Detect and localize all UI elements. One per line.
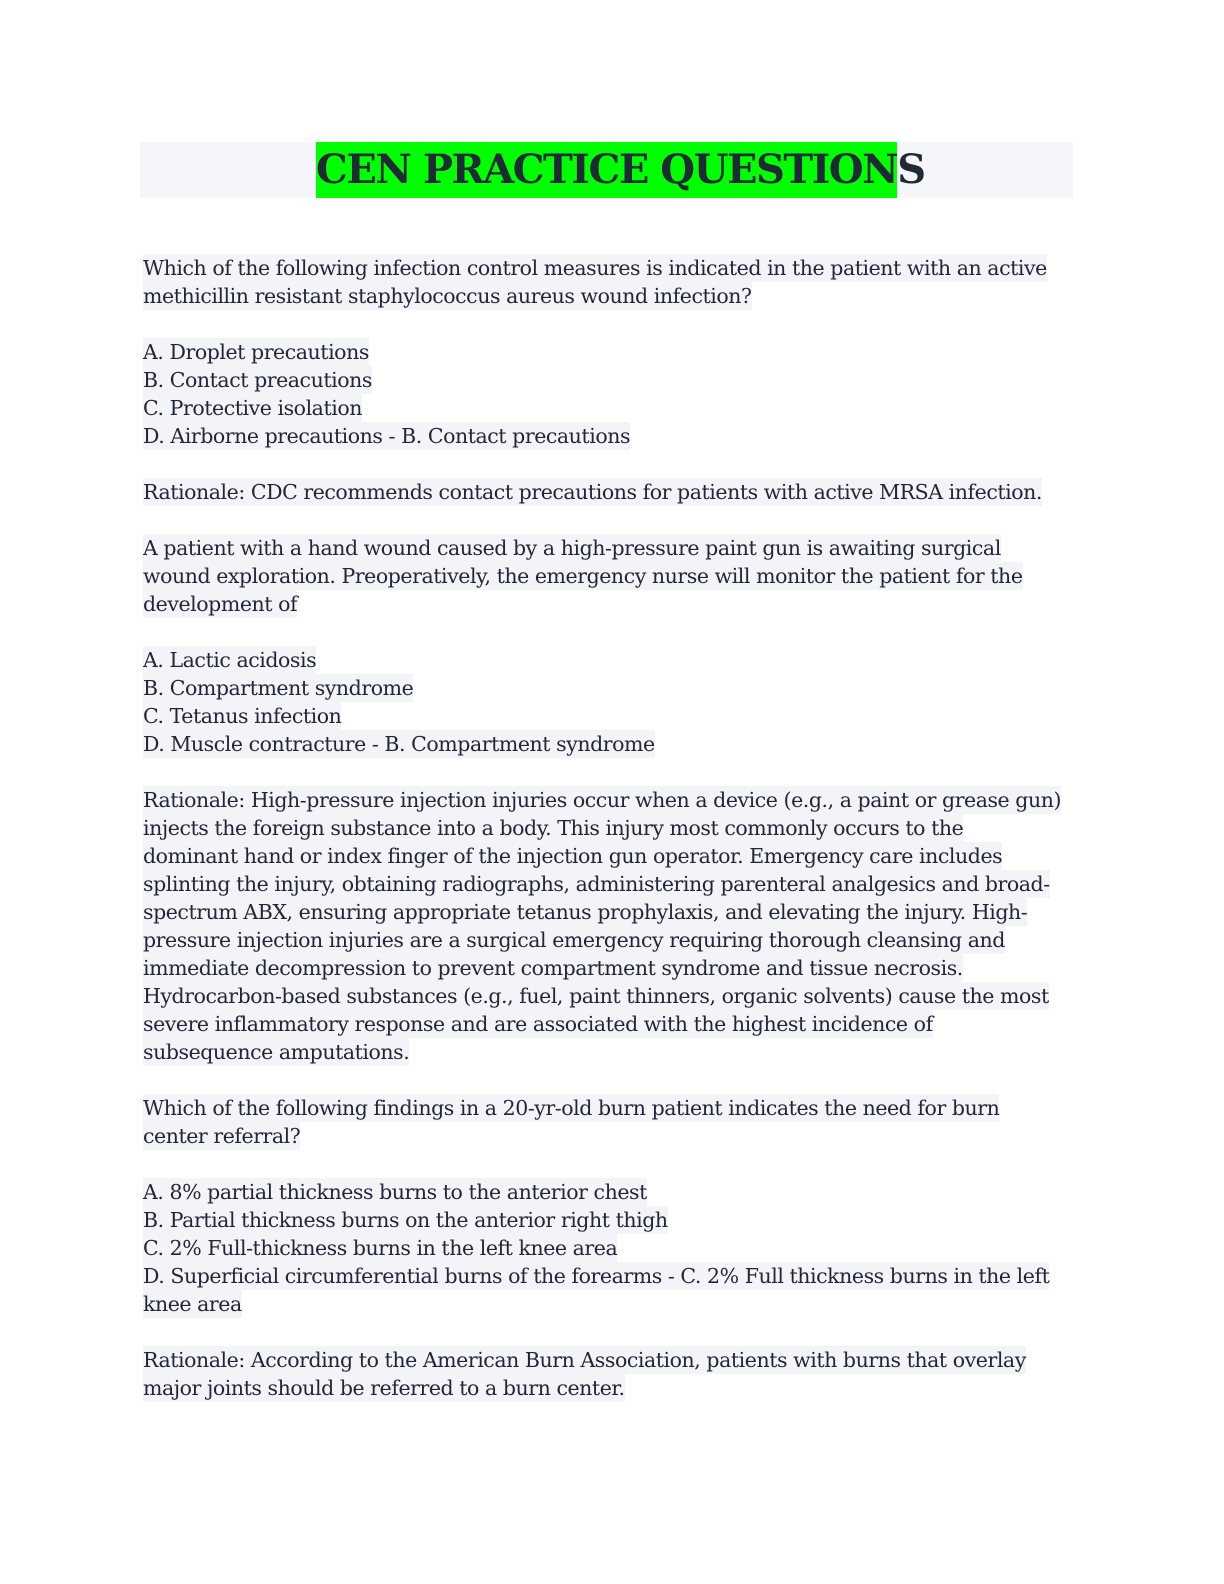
answer-option: C. Protective isolation	[143, 396, 362, 420]
answer-option: D. Muscle contracture - B. Compartment syndrome	[143, 732, 655, 756]
answer-option: knee area	[143, 1292, 242, 1316]
text-line: Rationale: According to the American Burn Association, patients with burns that overlay	[143, 1348, 1026, 1372]
text-line: Rationale: High-pressure injection injuries occur when a device (e.g., a paint or grease gun)	[143, 788, 1062, 812]
text-line: wound exploration. Preoperatively, the emergency nurse will monitor the patient for the	[143, 564, 1023, 588]
question-1-rationale	[143, 478, 1073, 506]
answer-option: C. 2% Full-thickness burns in the left knee area	[143, 1236, 618, 1260]
page-title: CEN PRACTICE QUESTIONS	[316, 142, 897, 198]
question-1-options	[143, 338, 1073, 450]
text-line: immediate decompression to prevent compartment syndrome and tissue necrosis.	[143, 956, 963, 980]
answer-option: B. Contact preacutions	[143, 368, 372, 392]
text-line: pressure injection injuries are a surgical emergency requiring thorough cleansing and	[143, 928, 1005, 952]
question-3-options	[143, 1178, 1073, 1318]
text-line: Which of the following infection control measures is indicated in the patient with an active	[143, 256, 1047, 280]
answer-option: D. Airborne precautions - B. Contact precautions	[143, 424, 631, 448]
text-line: Rationale: CDC recommends contact precautions for patients with active MRSA infection.	[143, 480, 1042, 504]
answer-option: B. Compartment syndrome	[143, 676, 414, 700]
text-line: Which of the following findings in a 20-yr-old burn patient indicates the need for burn	[143, 1096, 1000, 1120]
question-1-stem	[143, 254, 1073, 310]
text-line: A patient with a hand wound caused by a high-pressure paint gun is awaiting surgical	[143, 536, 1001, 560]
answer-option: A. Droplet precautions	[143, 340, 369, 364]
question-2-rationale	[143, 786, 1073, 1066]
answer-option: A. 8% partial thickness burns to the anterior chest	[143, 1180, 647, 1204]
text-line: subsequence amputations.	[143, 1040, 410, 1064]
question-3-stem	[143, 1094, 1073, 1150]
text-line: severe inflammatory response and are associated with the highest incidence of	[143, 1012, 933, 1036]
question-3-rationale	[143, 1346, 1073, 1402]
text-line: spectrum ABX, ensuring appropriate tetanus prophylaxis, and elevating the injury. High-	[143, 900, 1028, 924]
document-body	[143, 254, 1073, 1430]
answer-option: A. Lactic acidosis	[143, 648, 317, 672]
answer-option: C. Tetanus infection	[143, 704, 342, 728]
answer-option: D. Superficial circumferential burns of the forearms - C. 2% Full thickness burns in the left	[143, 1264, 1050, 1288]
text-line: methicillin resistant staphylococcus aureus wound infection?	[143, 284, 752, 308]
text-line: injects the foreign substance into a body. This injury most commonly occurs to the	[143, 816, 964, 840]
text-line: Hydrocarbon-based substances (e.g., fuel, paint thinners, organic solvents) cause the most	[143, 984, 1049, 1008]
text-line: development of	[143, 592, 298, 616]
question-2-options	[143, 646, 1073, 758]
text-line: dominant hand or index finger of the injection gun operator. Emergency care includes	[143, 844, 1003, 868]
question-2-stem	[143, 534, 1073, 618]
text-line: center referral?	[143, 1124, 301, 1148]
text-line: splinting the injury, obtaining radiographs, administering parenteral analgesics and broad-	[143, 872, 1050, 896]
answer-option: B. Partial thickness burns on the anterior right thigh	[143, 1208, 668, 1232]
text-line: major joints should be referred to a burn center.	[143, 1376, 625, 1400]
